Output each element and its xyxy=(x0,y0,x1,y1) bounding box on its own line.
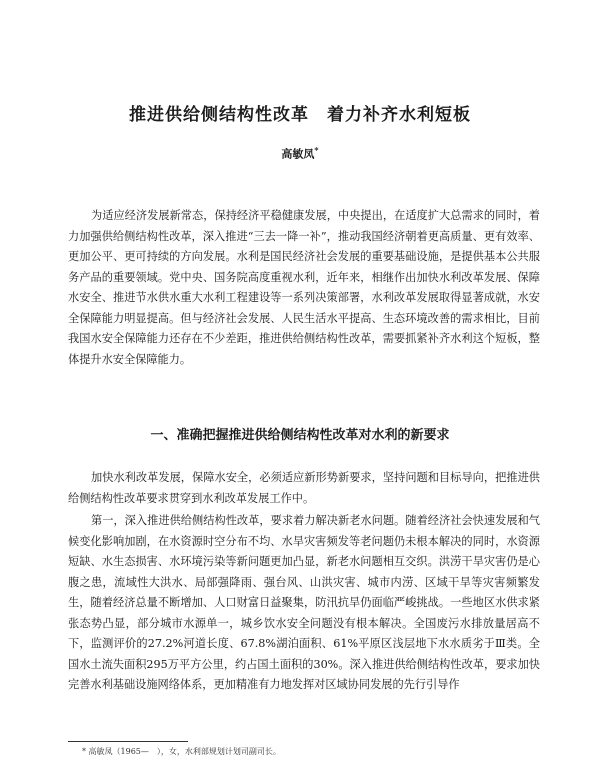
author-footnote-mark: * xyxy=(314,145,319,155)
article-title: 推进供给侧结构性改革 着力补齐水利短板 xyxy=(129,105,471,125)
section-heading: 一、准确把握推进供给侧结构性改革对水利的新要求 xyxy=(150,428,450,443)
footnote-divider xyxy=(68,741,188,742)
section-paragraph-2: 第一，深入推进供给侧结构性改革，要求着力解决新老水问题。随着经济社会快速发展和气候变化影响加剧，在水资源时空分布不均、水旱灾害频发等老问题仍未根本解决的同时，水资源短缺、水生态损害、水环境污染等新问题更加凸显，新老水问题相互交织。洪涝干旱灾害仍是心腹之患，流域性大洪水、局部强降雨、强台风、山洪灾害、城市内涝、区域干旱等灾害频繁发生，随着经济总量不断增加、人口财富日益聚集，防汛抗旱仍面临严峻挑战。一些地区水供求紧张态势凸显，部分城市水源单一，城乡饮水安全问题没有根本解决。全国废污水排放量居高不下，监测评价的27.2%河道长度、67.8%湖泊面积、61%平原区浅层地下水水质劣于Ⅲ类。全国水土流失面积295万平方公里，约占国土面积的30%。深入推进供给侧结构性改革，要求加快完善水利基础设施网络体系，更加精准有力地发挥对区域协同发展的先行引导作 xyxy=(68,514,540,691)
intro-paragraph: 为适应经济发展新常态，保持经济平稳健康发展，中央提出，在适度扩大总需求的同时，着力加强供给侧结构性改革，深入推进“三去一降一补”，推动我国经济朝着更高质量、更有效率、更加公平、更可持续的方向发展。水利是国民经济社会发展的重要基础设施，是提供基本公共服务产品的重要领域。党中央、国务院高度重视水利，近年来，相继作出加快水利改革发展、保障水安全、推进节水供水重大水利工程建设等一系列决策部署，水利改革发展取得显著成就，水安全保障能力明显提高。但与经济社会发展、人民生活水平提高、生态环境改善的需求相比，目前我国水安全保障能力还存在不少差距，推进供给侧结构性改革，需要抓紧补齐水利这个短板，整体提升水安全保障能力。 xyxy=(68,209,540,366)
section-paragraph-1: 加快水利改革发展，保障水安全，必须适应新形势新要求，坚持问题和目标导向，把推进供给侧结构性改革要求贯穿到水利改革发展工作中。 xyxy=(68,471,540,505)
author-byline xyxy=(0,145,600,162)
footnote: * 高敏凤（1965— ），女，水利部规划计划司副司长。 xyxy=(82,747,281,756)
author-name: 高敏凤 xyxy=(281,147,315,161)
